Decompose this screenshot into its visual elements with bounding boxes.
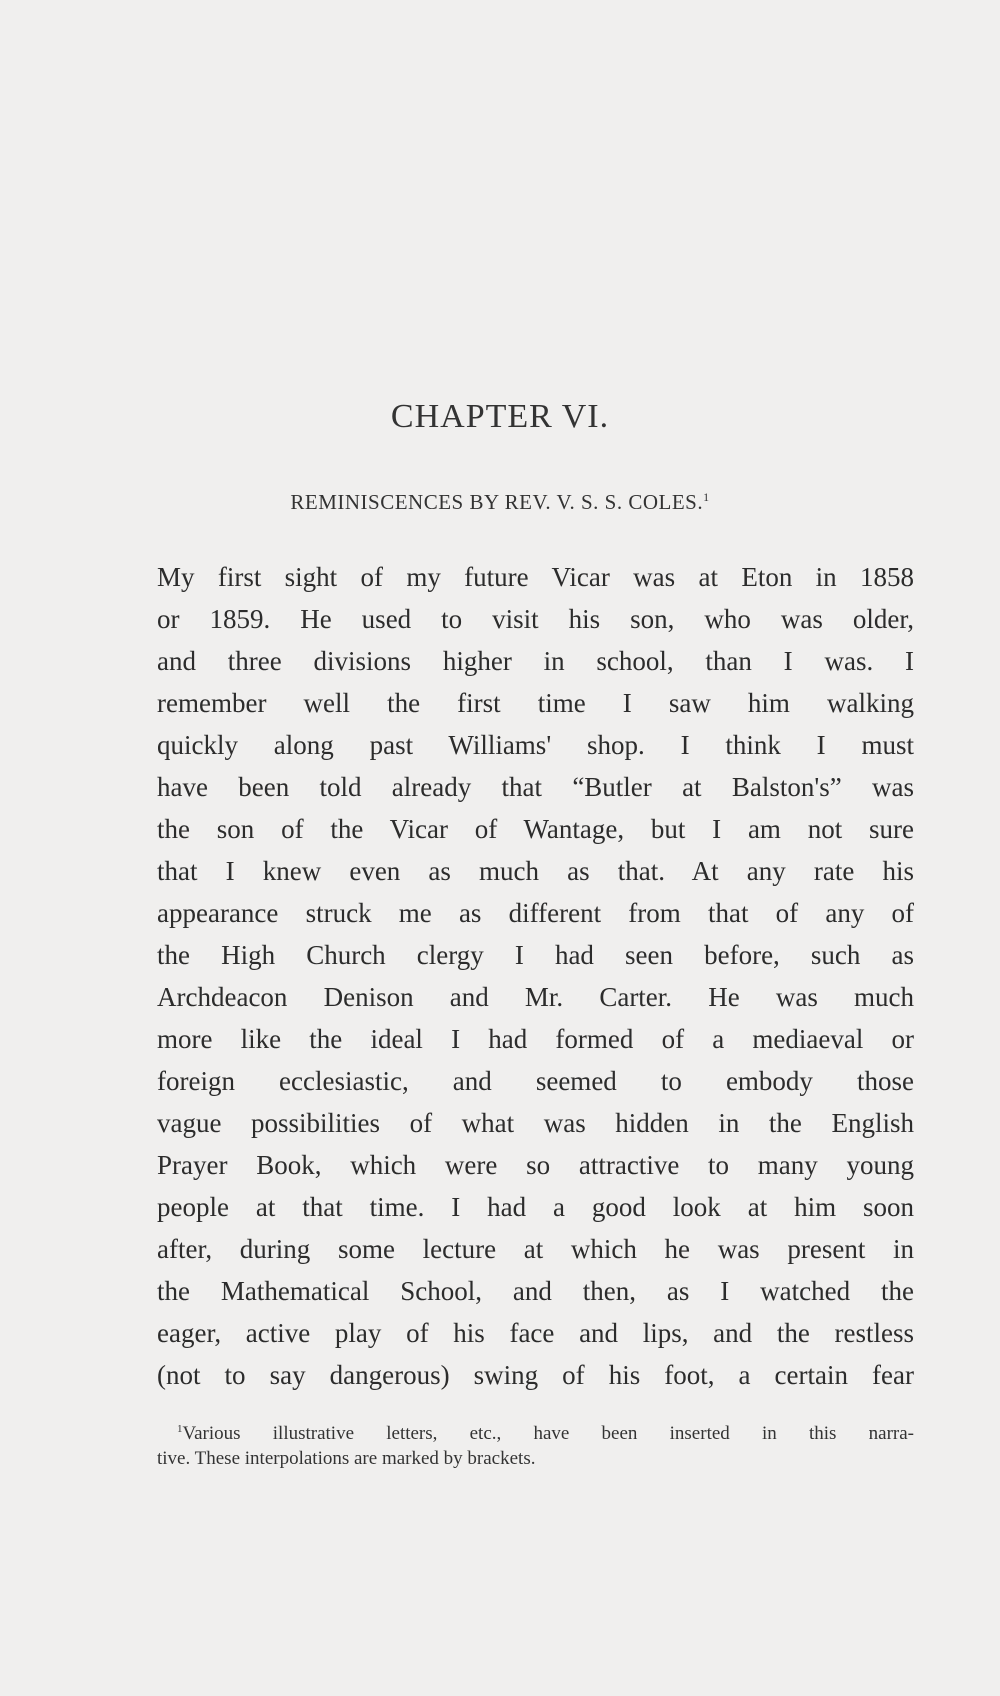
body-line: Archdeacon Denison and Mr. Carter. He was much: [157, 982, 914, 1012]
body-line: the son of the Vicar of Wantage, but I am not sure: [157, 814, 914, 844]
body-line: or 1859. He used to visit his son, who was older,: [157, 604, 914, 634]
body-line: the High Church clergy I had seen before, such as: [157, 940, 914, 970]
body-line: eager, active play of his face and lips, and the restless: [157, 1318, 914, 1348]
body-line: the Mathematical School, and then, as I watched the: [157, 1276, 914, 1306]
body-line: that I knew even as much as that. At any rate his: [157, 856, 914, 886]
footnote-marker: 1: [177, 1423, 183, 1435]
body-line: vague possibilities of what was hidden in the English: [157, 1108, 914, 1138]
body-line: appearance struck me as different from that of any of: [157, 898, 914, 928]
body-line: remember well the first time I saw him walking: [157, 688, 914, 718]
chapter-subtitle-text: REMINISCENCES BY REV. V. S. S. COLES.: [290, 490, 704, 514]
footnote: [157, 1414, 914, 1474]
body-line: (not to say dangerous) swing of his foot, a certain fear: [157, 1360, 914, 1390]
body-line: after, during some lecture at which he was present in: [157, 1234, 914, 1264]
footnote-text: Various illustrative letters, etc., have been inserted in this narra-: [182, 1423, 914, 1444]
body-line: foreign ecclesiastic, and seemed to embody those: [157, 1066, 914, 1096]
body-line: more like the ideal I had formed of a mediaeval or: [157, 1024, 914, 1054]
body-line: and three divisions higher in school, than I was. I: [157, 646, 914, 676]
body-line: have been told already that “Butler at Balston's” was: [157, 772, 914, 802]
footnote-line: tive. These interpolations are marked by brackets.: [157, 1448, 536, 1469]
body-text: [157, 556, 914, 1396]
body-line: My first sight of my future Vicar was at Eton in 1858: [157, 562, 914, 592]
subtitle-footnote-marker: 1: [703, 490, 710, 504]
chapter-subtitle: [0, 490, 1000, 515]
body-line: Prayer Book, which were so attractive to many young: [157, 1150, 914, 1180]
footnote-line: [157, 1414, 914, 1444]
body-line: quickly along past Williams' shop. I think I must: [157, 730, 914, 760]
body-line: people at that time. I had a good look at him soon: [157, 1192, 914, 1222]
chapter-title: CHAPTER VI.: [390, 398, 610, 435]
